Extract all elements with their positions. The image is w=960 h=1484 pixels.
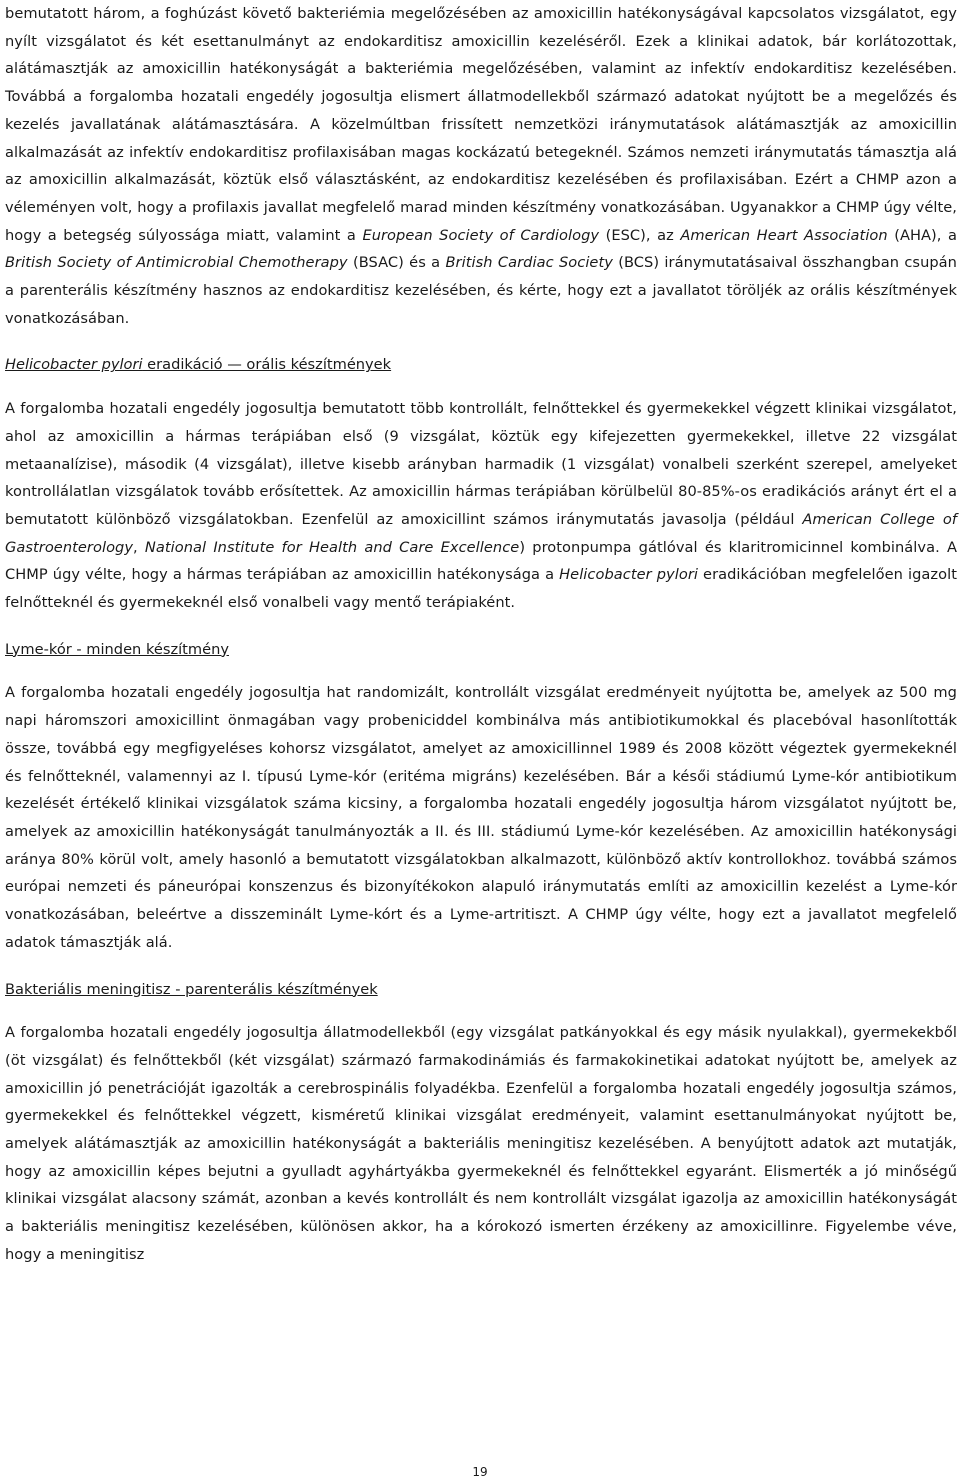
- section-heading-meningitis: Bakteriális meningitisz - parenterális készítmények: [5, 980, 378, 998]
- italic-organization-name: National Institute for Health and Care Excellence: [144, 538, 520, 556]
- section-heading-lyme: Lyme-kór - minden készítmény: [5, 640, 229, 658]
- heading-italic-term: Helicobacter pylori: [5, 356, 143, 374]
- paragraph-text: ) protonpumpa gátlóval és klaritromicinnel kombinálva. A CHMP úgy vélte, hogy a hármas terápiában az amoxicillin hatékonysága a: [5, 538, 957, 584]
- document-page: [5, 0, 957, 1269]
- paragraph-text: (AHA), a: [887, 226, 957, 244]
- page-number: 19: [472, 1465, 488, 1479]
- italic-organization-name: European Society of Cardiology: [362, 226, 600, 244]
- italic-organization-name: British Cardiac Society: [445, 254, 613, 272]
- paragraph-meningitis: A forgalomba hozatali engedély jogosultja állatmodellekből (egy vizsgálat patkányokkal és egy másik nyulakkal), gyermekekből (öt vizsgálat) és felnőttekből (két vizsgálat) származó farmakodinámiás és farmakokinetikai adatokat nyújtott be, amelyek az amoxicillin jó penetrációját igazolták a cerebrospinális folyadékba. Ezenfelül a forgalomba hozatali engedély jogosultja számos, gyermekekkel és felnőttekkel végzett, kisméretű klinikai vizsgálat eredményeit, valamint esettanulmányokat nyújtott be, amelyek alátámasztják az amoxicillin hatékonyságát a bakteriális meningitisz kezelésében. A benyújtott adatok azt mutatják, hogy az amoxicillin képes bejutni a gyulladt agyhártyákba gyermekeknél és felnőttekkel egyaránt. Elismerték a jó minőségű klinikai vizsgálat alacsony számát, azonban a kevés kontrollált és nem kontrollált vizsgálat igazolja az amoxicillin hatékonyságát a bakteriális meningitisz kezelésében, különösen akkor, ha a kórokozó ismerten érzékeny az amoxicillinre. Figyelembe véve, hogy a meningitisz: [5, 1024, 957, 1263]
- italic-organization-name: American Heart Association: [680, 226, 888, 244]
- paragraph-text: eradikációban megfelelően igazolt felnőtteknél és gyermekeknél első vonalbeli vagy mentő terápiaként.: [5, 566, 957, 612]
- italic-organization-name: American College of Gastroenterology: [5, 510, 957, 556]
- paragraph-endocarditis: [5, 0, 957, 332]
- italic-organization-name: British Society of Antimicrobial Chemotherapy: [5, 254, 348, 272]
- section-heading-helicobacter: [5, 351, 957, 379]
- paragraph-text: A forgalomba hozatali engedély jogosultja bemutatott több kontrollált, felnőttekkel és gyermekekkel végzett klinikai vizsgálatot, ahol az amoxicillin a hármas terápiában első (9 vizsgálat, köztük egy kifejezetten gyermekekkel, illetve 22 vizsgálat metaanalízise), második (4 vizsgálat), illetve kisebb arányban harmadik (1 vizsgálat) vonalbeli szerként szerepel, amelyeket kontrollálatlan vizsgálatok tovább erősítettek. Az amoxicillin hármas terápiában körülbelül 80-85%-os eradikációs arányt ért el a bemutatott különböző vizsgálatokban. Ezenfelül az amoxicillint számos iránymutatás javasolja (például: [5, 400, 957, 528]
- paragraph-text: (ESC), az: [599, 226, 681, 244]
- paragraph-text: ,: [133, 538, 145, 556]
- italic-term: Helicobacter pylori: [559, 566, 698, 584]
- paragraph-helicobacter: [5, 395, 957, 617]
- paragraph-text: bemutatott három, a foghúzást követő bakteriémia megelőzésében az amoxicillin hatékonyságával kapcsolatos vizsgálatot, egy nyílt vizsgálatot és két esettanulmányt az endokarditisz amoxicillin kezeléséről. Ezek a klinikai adatok, bár korlátozottak, alátámasztják az amoxicillin hatékonyságát a bakteriémia megelőzésében, valamint az infektív endokarditisz kezelésében. Továbbá a forgalomba hozatali engedély jogosultja elismert állatmodellekből származó adatokat nyújtott be a megelőzés és kezelés javallatának alátámasztására. A közelmúltban frissített nemzetközi iránymutatások alátámasztják az amoxicillin alkalmazását az infektív endokarditisz profilaxisában magas kockázatú betegeknél. Számos nemzeti iránymutatás támasztja alá az amoxicillin alkalmazását, köztük első választásként, az endokarditisz kezelésében és profilaxisában. Ezért a CHMP azon a véleményen volt, hogy a profilaxis javallat megfelelő marad minden készítmény vonatkozásában. Ugyanakkor a CHMP úgy vélte, hogy a betegség súlyossága miatt, valamint a: [5, 5, 957, 244]
- paragraph-text: (BSAC) és a: [347, 254, 446, 272]
- paragraph-text: (BCS) iránymutatásaival összhangban csupán a parenterális készítmény hasznos az endokarditisz kezelésében, és kérte, hogy ezt a javallatot töröljék az orális készítmények vonatkozásában.: [5, 254, 957, 327]
- heading-text: eradikáció — orális készítmények: [142, 356, 392, 374]
- paragraph-lyme: A forgalomba hozatali engedély jogosultja hat randomizált, kontrollált vizsgálat eredményeit nyújtotta be, amelyek az 500 mg napi háromszori amoxicillint önmagában vagy probeniciddel kombinálva más antibiotikumokkal és placebóval hasonlították össze, továbbá egy megfigyeléses kohorsz vizsgálatot, amelyet az amoxicillinnel 1989 és 2008 között végeztek gyermekeknél és felnőtteknél, valamennyi az I. típusú Lyme-kór (eritéma migráns) kezelésében. Bár a késői stádiumú Lyme-kór antibiotikum kezelését értékelő klinikai vizsgálatok száma kicsiny, a forgalomba hozatali engedély jogosultja három vizsgálatot nyújtott be, amelyek az amoxicillin hatékonyságát tanulmányozták a II. és III. stádiumú Lyme-kór kezelésében. Az amoxicillin hatékonysági aránya 80% körül volt, amely hasonló a bemutatott vizsgálatokban alkalmazott, különböző aktív kontrollokhoz. továbbá számos európai nemzeti és páneurópai konszenzus és bizonyítékokon alapuló iránymutatás említi az amoxicillin kezelést a Lyme-kór vonatkozásában, beleértve a disszeminált Lyme-kórt és a Lyme-artritiszt. A CHMP úgy vélte, hogy ezt a javallatot megfelelő adatok támasztják alá.: [5, 684, 957, 951]
